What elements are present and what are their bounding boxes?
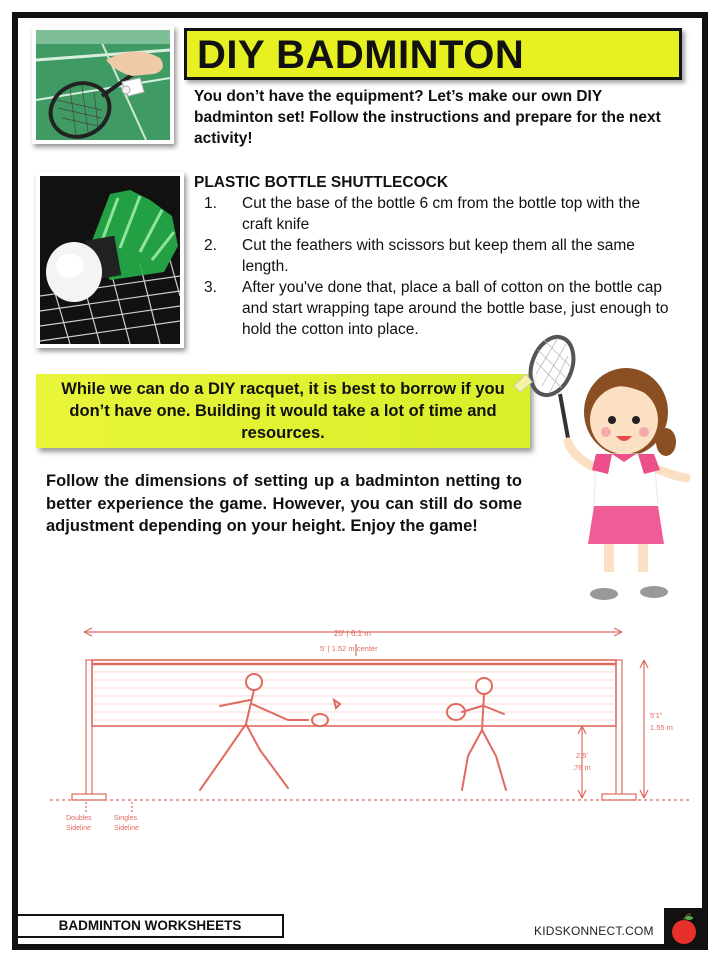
worksheet-label: BADMINTON WORKSHEETS bbox=[16, 914, 284, 938]
doubles-sideline-label-1: Doubles bbox=[66, 815, 92, 822]
step-text: Cut the feathers with scissors but keep them all the same length. bbox=[242, 237, 635, 275]
racquet-photo bbox=[32, 26, 174, 144]
shuttlecock-heading: PLASTIC BOTTLE SHUTTLECOCK bbox=[194, 174, 449, 191]
court-width-label: 20' | 6.1 m bbox=[334, 629, 371, 638]
racquet-note-box bbox=[36, 374, 530, 448]
racquet-note-text: While we can do a DIY racquet, it is best to borrow if you don’t have one. Building it would take a lot of time and resources. bbox=[61, 380, 505, 442]
doubles-sideline-label-2: Sideline bbox=[66, 825, 91, 832]
singles-sideline-label-1: Singles bbox=[114, 815, 137, 822]
step-text: After you've done that, place a ball of cotton on the bottle cap and start wrapping tape around the bottle base, just enough to hold the cotton into place. bbox=[242, 279, 669, 338]
post-height-label-1: 2.5' bbox=[576, 751, 588, 760]
step-item bbox=[194, 235, 674, 277]
racquet-photo-image bbox=[36, 30, 170, 140]
page-title: DIY BADMINTON bbox=[197, 33, 525, 77]
net-dimensions-text: Follow the dimensions of setting up a badminton netting to better experience the game. However, you can still do some adjustment depending on your height. Enjoy the game! bbox=[46, 472, 522, 535]
step-item bbox=[194, 193, 674, 235]
step-number: 2. bbox=[204, 237, 217, 254]
step-text: Cut the base of the bottle 6 cm from the bottle top with the craft knife bbox=[242, 195, 641, 233]
apple-logo-icon bbox=[664, 908, 704, 948]
court-center-label: 5' | 1.52 m center bbox=[320, 644, 378, 653]
bottle-shuttlecock-image bbox=[40, 176, 180, 344]
title-banner bbox=[184, 28, 682, 80]
girl-with-racquet-illustration bbox=[508, 330, 698, 612]
post-height-label-2: .76 m bbox=[572, 763, 591, 772]
site-url: KIDSKONNECT.COM bbox=[534, 924, 654, 938]
shuttlecock-steps bbox=[194, 193, 674, 340]
intro-text: You don’t have the equipment? Let’s make our own DIY badminton set! Follow the instructions and prepare for the next activity! bbox=[194, 88, 661, 147]
net-height-label-1: 5'1" bbox=[650, 711, 663, 720]
singles-sideline-label-2: Sideline bbox=[114, 825, 139, 832]
badminton-net-diagram bbox=[50, 620, 690, 840]
bottle-shuttlecock-photo bbox=[36, 172, 184, 348]
step-number: 1. bbox=[204, 195, 217, 212]
step-number: 3. bbox=[204, 279, 217, 296]
net-height-label-2: 1.55 m bbox=[650, 723, 673, 732]
